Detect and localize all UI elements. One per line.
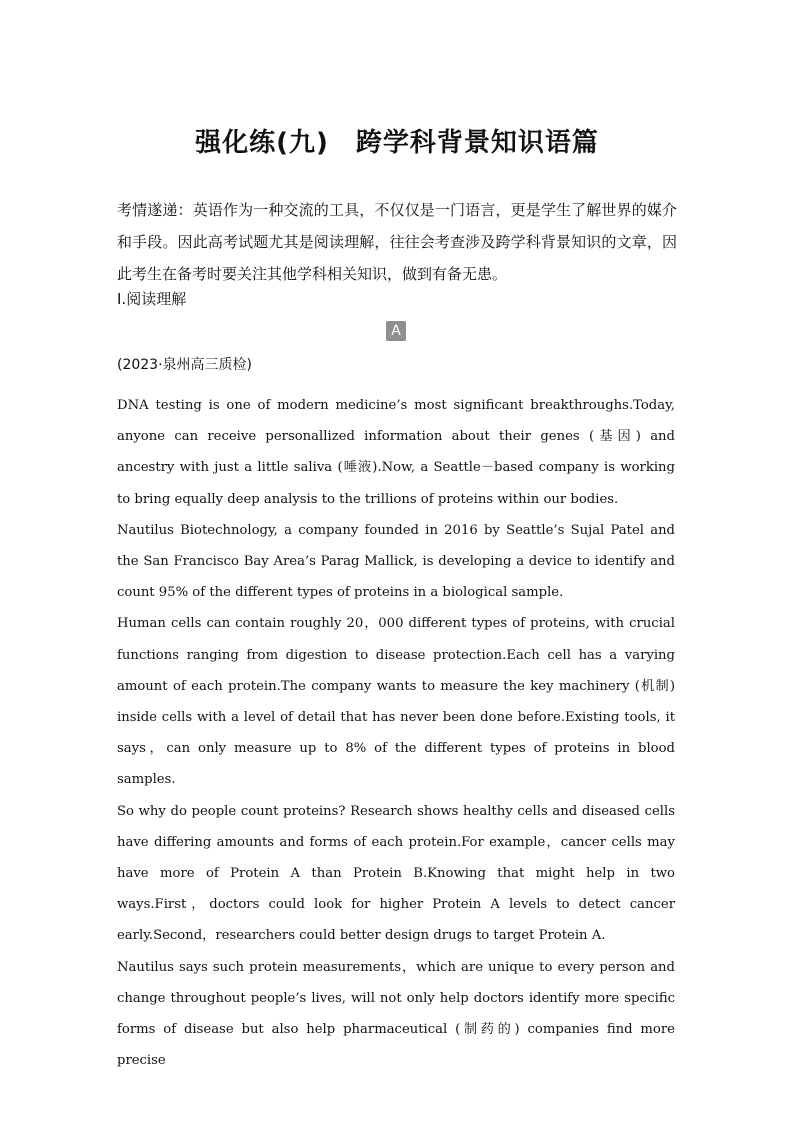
page-title: 强化练(九) 跨学科背景知识语篇: [195, 128, 599, 158]
passage-paragraph-4: So why do people count proteins? Research shows healthy cells and diseased cells have differing amounts and forms of each protein.For example，cancer cells may have more of Protein A than Protein B.Knowing that might help in two ways.First，doctors could look for higher Protein A levels to detect cancer early.Second，researchers could better design drugs to target Protein A.: [117, 803, 675, 944]
exam-intro: 考情遂递：英语作为一种交流的工具，不仅仅是一门语言，更是学生了解世界的媒介和手段。因此高考试题尤其是阅读理解，往往会考查涉及跨学科背景知识的文章，因此考生在备考时要关注其他学科相关知识，做到有备无患。: [117, 201, 677, 283]
reading-passage: [117, 390, 675, 1076]
section-heading: Ⅰ.阅读理解: [117, 290, 187, 308]
passage-source: (2023·泉州高三质检): [117, 357, 253, 373]
passage-paragraph-3: Human cells can contain roughly 20，000 different types of proteins, with crucial functions ranging from digestion to disease protection.Each cell has a varying amount of each protein.The company wants to measure the key machinery (机制) inside cells with a level of detail that has never been done before.Existing tools, it says，can only measure up to 8% of the different types of proteins in blood samples.: [117, 616, 675, 788]
passage-paragraph-5: Nautilus says such protein measurements，which are unique to every person and change throughout people’s lives, will not only help doctors identify more specific forms of disease but also help pharmaceutical (制药的) companies find more precise: [117, 959, 675, 1069]
passage-paragraph-1: DNA testing is one of modern medicine’s most significant breakthroughs.Today, anyone can receive personallized information about their genes (基因) and ancestry with just a little saliva (唾液).Now, a Seattle－based company is working to bring equally deep analysis to the trillions of proteins within our bodies.: [117, 398, 675, 507]
passage-label-badge: A: [386, 321, 406, 341]
passage-paragraph-2: Nautilus Biotechnology, a company founded in 2016 by Seattle’s Sujal Patel and the San Francisco Bay Area’s Parag Mallick, is developing a device to identify and count 95% of the different types of proteins in a biological sample.: [117, 522, 675, 601]
